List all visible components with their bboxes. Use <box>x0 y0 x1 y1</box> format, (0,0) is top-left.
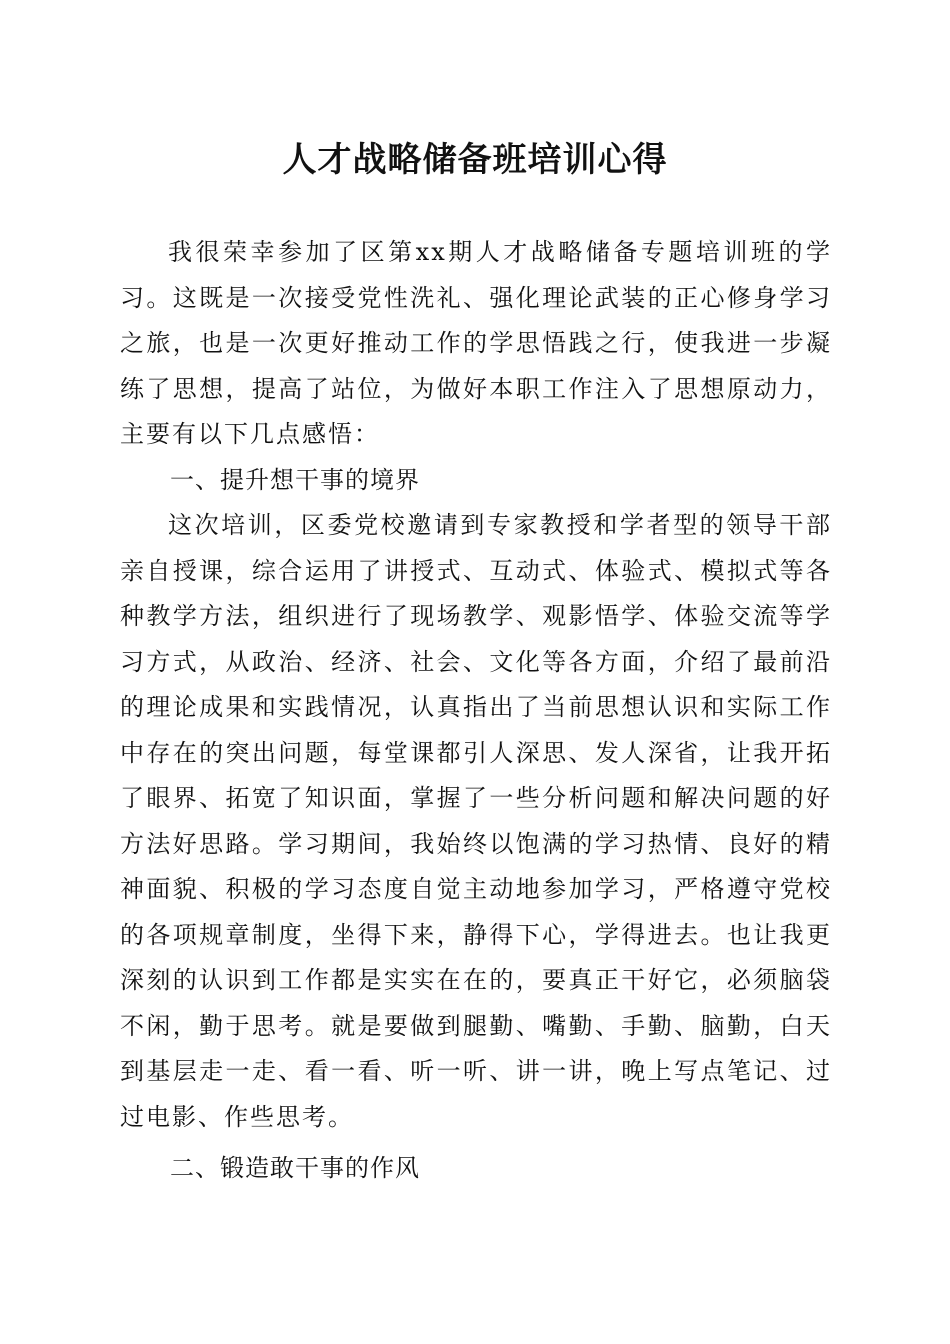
intro-paragraph: 我很荣幸参加了区第xx期人才战略储备专题培训班的学习。这既是一次接受党性洗礼、强化理论武装的正心修身学习之旅，也是一次更好推动工作的学思悟践之行，使我进一步凝练了思想，提高了站位，为做好本职工作注入了思想原动力，主要有以下几点感悟： <box>120 238 832 448</box>
document-title: 人才战略储备班培训心得 <box>282 140 668 180</box>
section-heading-1: 一、提升想干事的境界 <box>170 465 420 494</box>
section-1-paragraph: 这次培训，区委党校邀请到专家教授和学者型的领导干部亲自授课，综合运用了讲授式、互动式、体验式、模拟式等各种教学方法，组织进行了现场教学、观影悟学、体验交流等学习方式，从政治、经济、社会、文化等各方面，介绍了最前沿的理论成果和实践情况，认真指出了当前思想认识和实际工作中存在的突出问题，每堂课都引人深思、发人深省，让我开拓了眼界、拓宽了知识面，掌握了一些分析问题和解决问题的好方法好思路。学习期间，我始终以饱满的学习热情、良好的精神面貌、积极的学习态度自觉主动地参加学习，严格遵守党校的各项规章制度，坐得下来，静得下心，学得进去。也让我更深刻的认识到工作都是实实在在的，要真正干好它，必须脑袋不闲，勤于思考。就是要做到腿勤、嘴勤、手勤、脑勤，白天到基层走一走、看一看、听一听、讲一讲，晚上写点笔记、过过电影、作些思考。 <box>120 511 832 1131</box>
document-body <box>120 230 832 1192</box>
section-heading-2: 二、锻造敢干事的作风 <box>170 1154 420 1182</box>
